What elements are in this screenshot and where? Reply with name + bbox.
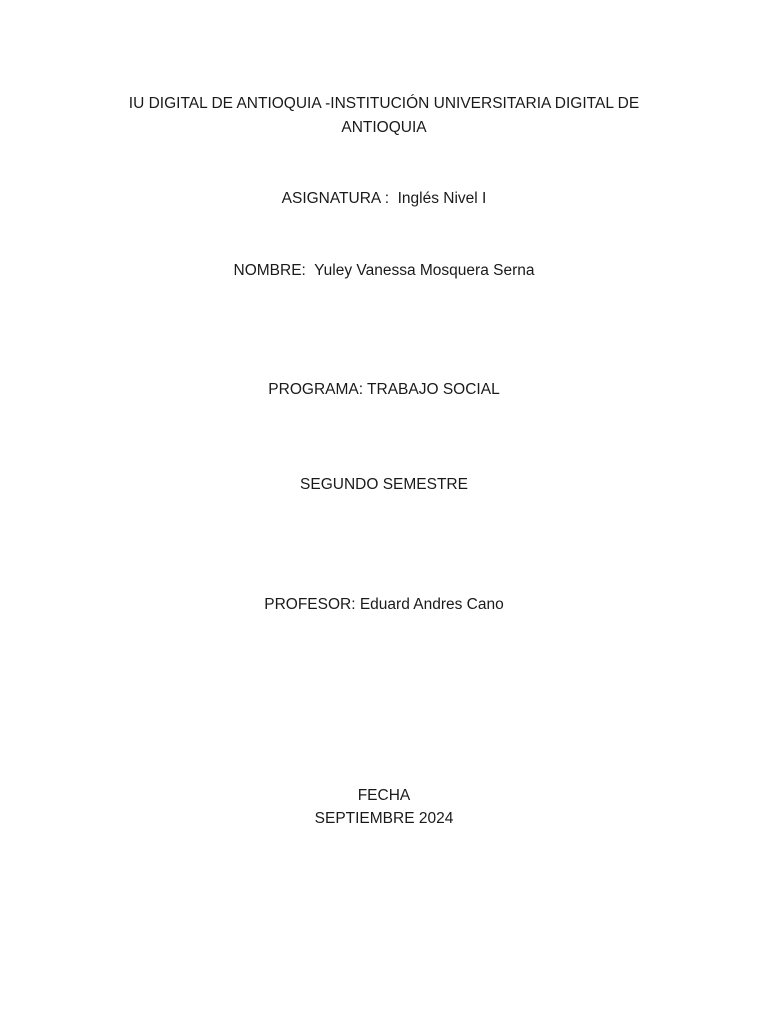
semester-line: SEGUNDO SEMESTRE	[300, 476, 468, 493]
date-label: FECHA	[357, 787, 411, 804]
subject-line: ASIGNATURA : Inglés Nivel I	[281, 190, 487, 207]
institution-title-line1: IU DIGITAL DE ANTIOQUIA -INSTITUCIÓN UNIVERSITARIA DIGITAL DE	[128, 95, 640, 112]
student-name-line: NOMBRE: Yuley Vanessa Mosquera Serna	[233, 262, 535, 279]
program-line: PROGRAMA: TRABAJO SOCIAL	[268, 381, 500, 398]
date-value: SEPTIEMBRE 2024	[314, 810, 454, 827]
institution-title-line2: ANTIOQUIA	[341, 119, 427, 136]
professor-line: PROFESOR: Eduard Andres Cano	[264, 596, 504, 613]
